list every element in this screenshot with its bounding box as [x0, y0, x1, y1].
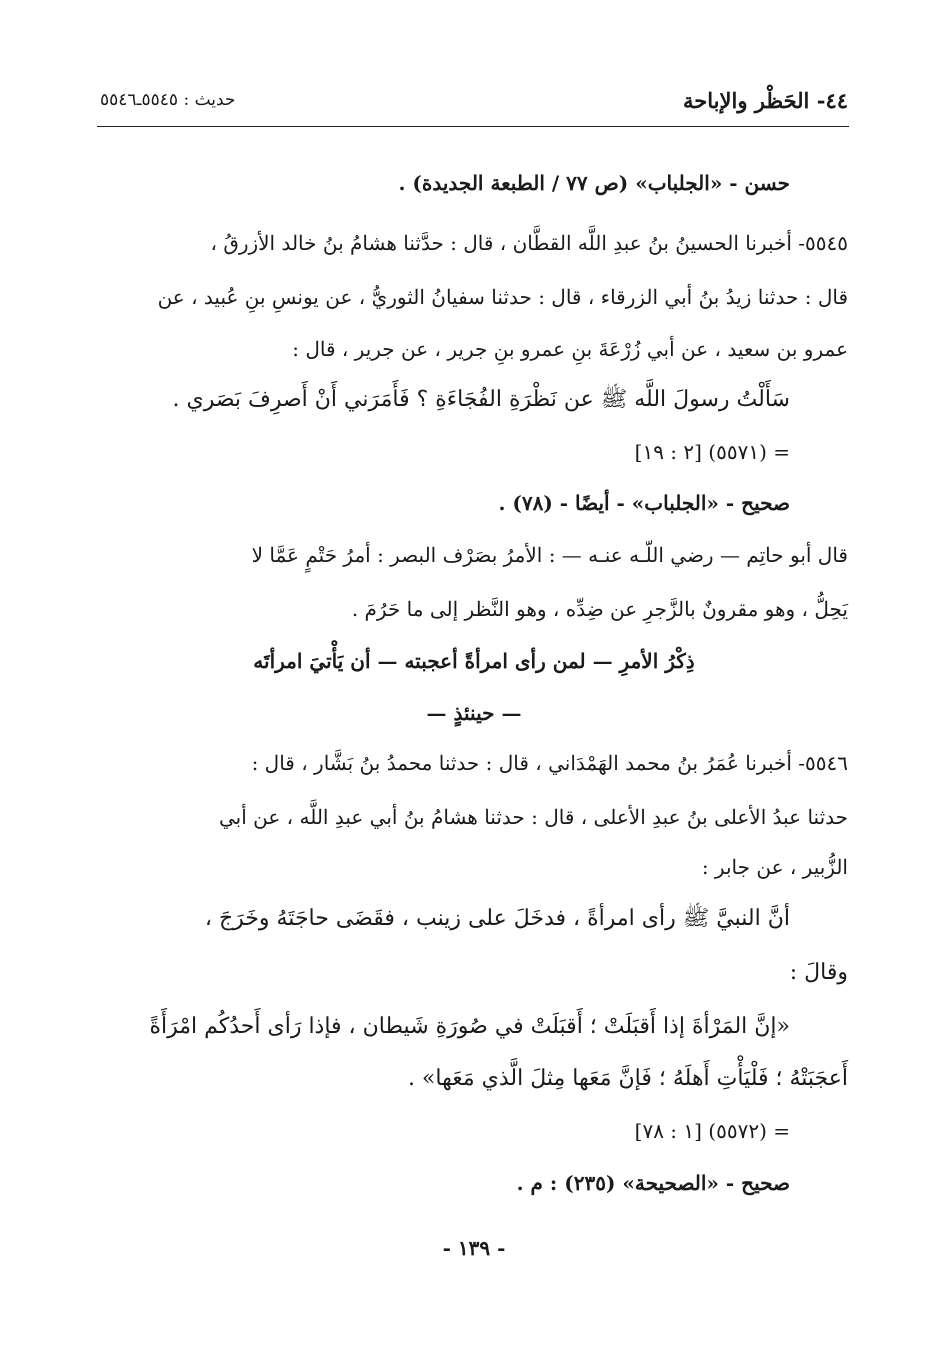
hadith-5546-matn-line-2: أَعجَبَتْهُ ؛ فَلْيَأْتِ أَهلَهُ ؛ فَإنَّ مَعَها مِثلَ الَّذي مَعَها» .	[407, 1066, 848, 1091]
page-header	[100, 84, 848, 124]
hadith-5545-isnad-line-1: ٥٥٤٥- أخبرنا الحسينُ بنُ عبدِ اللَّه القطَّان ، قال : حدَّثنا هشامُ بنُ خالد الأزرقُ ،	[210, 231, 848, 255]
hadith-5545-isnad-line-3: عمرو بن سعيد ، عن أبي زُرْعَةَ بنِ عمرو بنِ جرير ، عن جرير ، قال :	[292, 337, 848, 361]
hadith-5545-cross-reference: = (٥٥٧١) [٢ : ١٩]	[634, 440, 790, 464]
hadith-5546-grading: صحيح - «الصحيحة» (٢٣٥) : م .	[516, 1171, 790, 1195]
hadith-5546-narrative: أنَّ النبيَّ ﷺ رأى امرأةً ، فدخَلَ على زينب ، فقَضَى حاجَتَهُ وخَرَجَ ،	[204, 906, 790, 931]
chapter-title: ٤٤- الحَظْر والإباحة	[683, 88, 848, 113]
hadith-5546-cross-reference: = (٥٥٧٢) [١ : ٧٨]	[634, 1119, 790, 1143]
hadith-5546-isnad-line-3: الزُّبير ، عن جابر :	[701, 855, 848, 879]
hadith-5546-matn-line-1: «إنَّ المَرْأةَ إذا أَقبَلَتْ ؛ أَقبَلَتْ في صُورَةِ شَيطان ، فإذا رَأى أَحدُكُم امْرَأَةً	[149, 1014, 790, 1039]
abu-hatim-comment-line-2: يَحِلُّ ، وهو مقرونٌ بالزَّجرِ عن ضِدِّه ، وهو النَّظر إلى ما حَرُمَ .	[351, 597, 848, 621]
abu-hatim-comment-line-1: قال أبو حاتِم — رضي اللّـه عنـه — : الأمرُ بصَرْف البصر : أمرُ حَتْمٍ عَمَّا لا	[251, 543, 848, 567]
hadith-5546-isnad-line-2: حدثنا عبدُ الأعلى بنُ عبدِ الأعلى ، قال : حدثنا هشامُ بنُ أبي عبدِ اللَّه ، عن أبي	[219, 805, 848, 829]
hadith-5545-grading: صحيح - «الجلباب» - أيضًا - (٧٨) .	[498, 491, 790, 515]
grading-note-5544: حسن - «الجلباب» (ص ٧٧ / الطبعة الجديدة) .	[398, 171, 790, 195]
section-heading-continuation: — حينئذٍ —	[426, 701, 522, 725]
section-heading: ذِكْرُ الأمرِ — لمن رأى امرأةً أعجبته — أن يَأْتيَ امرأتَه	[253, 649, 695, 673]
header-divider	[97, 126, 849, 127]
hadith-5546-narrative-continuation: وقالَ :	[789, 960, 848, 985]
hadith-5545-matn: سَأَلْتُ رسولَ اللَّه ﷺ عن نَظْرَةِ الفُجَاءَةِ ؟ فَأَمَرَني أَنْ أَصرِفَ بَصَري .	[172, 387, 790, 412]
hadith-range: حديث : ٥٥٤٥ـ٥٥٤٦	[100, 90, 236, 110]
page-number: - ١٣٩ -	[442, 1236, 506, 1260]
hadith-5545-isnad-line-2: قال : حدثنا زيدُ بنُ أبي الزرقاء ، قال : حدثنا سفيانُ الثوريُّ ، عن يونسِ بنِ عُبيد ، عن	[157, 285, 848, 309]
hadith-5546-isnad-line-1: ٥٥٤٦- أخبرنا عُمَرُ بنُ محمد الهَمْدَاني ، قال : حدثنا محمدُ بنُ بَشَّار ، قال :	[251, 751, 848, 775]
